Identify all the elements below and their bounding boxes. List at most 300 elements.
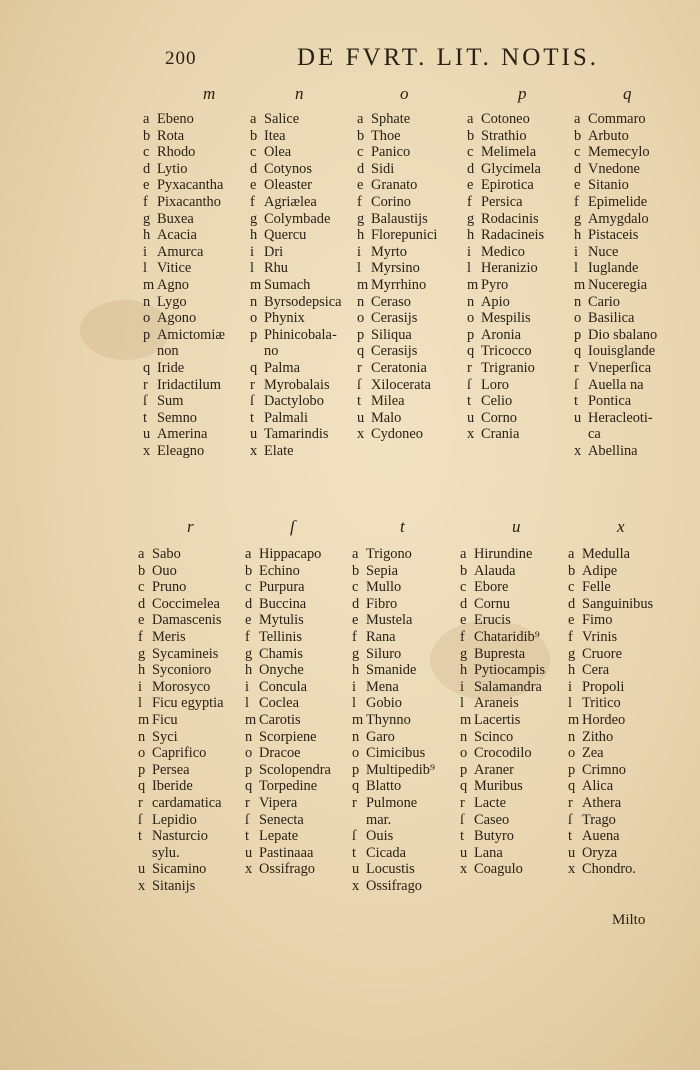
list-item bbox=[143, 211, 225, 228]
entry-key: d bbox=[245, 595, 253, 612]
list-item bbox=[357, 360, 437, 377]
list-item bbox=[574, 111, 657, 128]
entry-word: Sitanio bbox=[588, 177, 629, 194]
entry-word: Cera bbox=[582, 662, 610, 679]
list-item bbox=[568, 662, 653, 679]
list-item bbox=[250, 128, 342, 145]
entry-word: Dio sbalano bbox=[588, 326, 658, 343]
entry-key: ſ bbox=[138, 811, 142, 828]
list-item bbox=[352, 745, 435, 762]
column-header: m bbox=[203, 84, 216, 103]
list-item bbox=[574, 277, 657, 294]
list-item bbox=[352, 612, 435, 629]
entry-key: u bbox=[357, 409, 365, 426]
entry-key: g bbox=[467, 210, 475, 227]
entry-word: Ebeno bbox=[157, 111, 194, 127]
entry-word: Phynix bbox=[264, 310, 305, 327]
column-header: r bbox=[187, 517, 194, 536]
list-item bbox=[250, 177, 342, 194]
entry-key: f bbox=[574, 193, 579, 210]
list-item bbox=[574, 377, 657, 394]
entry-word: Caprifico bbox=[152, 745, 207, 762]
entry-word: Hippacapo bbox=[259, 546, 322, 562]
entry-key: g bbox=[250, 210, 258, 227]
list-item bbox=[460, 812, 545, 829]
entry-word: Milea bbox=[371, 393, 405, 410]
entry-word: Iridactilum bbox=[157, 376, 221, 393]
entry-word: Colymbade bbox=[264, 210, 331, 227]
entry-word: Heranizio bbox=[481, 260, 538, 277]
entry-key: n bbox=[574, 293, 582, 310]
entry-key: a bbox=[352, 546, 359, 562]
entry-key: q bbox=[357, 343, 365, 360]
entry-key: b bbox=[352, 562, 360, 579]
list-item bbox=[467, 227, 544, 244]
list-item bbox=[574, 128, 657, 145]
list-item bbox=[250, 277, 342, 294]
entry-word: Senecta bbox=[259, 811, 304, 828]
list-item bbox=[138, 729, 224, 746]
list-item bbox=[352, 546, 435, 563]
entry-word: Fibro bbox=[366, 595, 398, 612]
entry-key: h bbox=[245, 662, 253, 679]
entry-key: e bbox=[352, 612, 359, 629]
list-item bbox=[245, 546, 331, 563]
entry-key: u bbox=[138, 861, 146, 878]
list-item bbox=[143, 327, 225, 344]
entry-key: b bbox=[143, 127, 151, 144]
entry-word: Erucis bbox=[474, 612, 511, 629]
list-item bbox=[467, 327, 544, 344]
entry-key: d bbox=[460, 595, 468, 612]
entry-key: n bbox=[352, 728, 360, 745]
entry-key: b bbox=[250, 127, 258, 144]
entry-word: Damascenis bbox=[152, 612, 222, 629]
entry-word: Itea bbox=[264, 127, 286, 144]
entry-word: Florepunici bbox=[371, 227, 438, 244]
list-item bbox=[357, 111, 437, 128]
entry-word: Oleaster bbox=[264, 177, 312, 194]
list-item bbox=[467, 343, 544, 360]
entry-key: o bbox=[352, 745, 360, 762]
entry-key: e bbox=[245, 612, 252, 629]
list-item bbox=[138, 712, 224, 729]
list-item bbox=[467, 377, 544, 394]
entry-word: Acacia bbox=[157, 227, 197, 244]
entry-word: Sitanijs bbox=[152, 877, 196, 894]
entry-word: Sycamineis bbox=[152, 645, 219, 662]
entry-word: Mespilis bbox=[481, 310, 531, 327]
list-item bbox=[568, 729, 653, 746]
catchword: Milto bbox=[612, 912, 646, 928]
entry-word: Lepidio bbox=[152, 811, 197, 828]
entry-word: Nuce bbox=[588, 243, 619, 260]
list-item bbox=[245, 563, 331, 580]
list-item bbox=[138, 629, 224, 646]
list-item bbox=[250, 443, 342, 460]
list-item bbox=[138, 845, 224, 862]
entry-word: Gobio bbox=[366, 695, 402, 712]
entry-word: Medulla bbox=[582, 546, 630, 562]
list-item bbox=[250, 194, 342, 211]
entry-word: Ebore bbox=[474, 579, 509, 596]
list-item bbox=[460, 845, 545, 862]
list-item bbox=[568, 546, 653, 563]
letter-column bbox=[574, 111, 657, 459]
entry-key: i bbox=[467, 243, 471, 260]
entry-key: u bbox=[143, 426, 151, 443]
list-item bbox=[138, 812, 224, 829]
entry-word: Trago bbox=[582, 811, 616, 828]
list-item bbox=[467, 211, 544, 228]
entry-word: Tritico bbox=[582, 695, 621, 712]
entry-word: Persica bbox=[481, 193, 523, 210]
entry-key: q bbox=[467, 343, 475, 360]
entry-word: Pulmone bbox=[366, 794, 418, 811]
entry-key: t bbox=[138, 828, 142, 845]
entry-word: Granato bbox=[371, 177, 418, 194]
entry-word: Araner bbox=[474, 761, 514, 778]
entry-word: Vrinis bbox=[582, 628, 618, 645]
entry-word: Cerasijs bbox=[371, 310, 418, 327]
entry-key: d bbox=[357, 160, 365, 177]
entry-key: c bbox=[574, 144, 581, 161]
entry-word: sylu. bbox=[152, 844, 180, 861]
entry-key: h bbox=[357, 227, 365, 244]
entry-word: Phinicobala- bbox=[264, 326, 337, 343]
entry-key: t bbox=[250, 409, 254, 426]
entry-word: Onyche bbox=[259, 662, 304, 679]
list-item bbox=[352, 812, 435, 829]
entry-word: Zitho bbox=[582, 728, 614, 745]
entry-word: Araneis bbox=[474, 695, 519, 712]
list-item bbox=[250, 111, 342, 128]
entry-word: Vitice bbox=[157, 260, 192, 277]
entry-key: r bbox=[143, 376, 148, 393]
entry-word: Strathio bbox=[481, 127, 527, 144]
entry-key: q bbox=[574, 343, 582, 360]
entry-key: p bbox=[568, 761, 576, 778]
entry-key: a bbox=[460, 546, 467, 562]
entry-word: Agno bbox=[157, 276, 189, 293]
entry-key: n bbox=[357, 293, 365, 310]
entry-key: e bbox=[467, 177, 474, 194]
letter-column bbox=[352, 546, 435, 894]
entry-word: Pyro bbox=[481, 276, 509, 293]
entry-key: i bbox=[245, 678, 249, 695]
letter-column bbox=[143, 111, 225, 459]
list-item bbox=[245, 778, 331, 795]
entry-key: i bbox=[143, 243, 147, 260]
entry-key: d bbox=[138, 595, 146, 612]
entry-key: a bbox=[467, 111, 474, 127]
list-item bbox=[352, 679, 435, 696]
list-item bbox=[138, 596, 224, 613]
list-item bbox=[250, 410, 342, 427]
entry-word: Agono bbox=[157, 310, 197, 327]
entry-word: Celio bbox=[481, 393, 513, 410]
entry-key: i bbox=[357, 243, 361, 260]
list-item bbox=[568, 861, 653, 878]
entry-word: Alauda bbox=[474, 562, 516, 579]
list-item bbox=[245, 762, 331, 779]
list-item bbox=[143, 360, 225, 377]
entry-key: x bbox=[574, 442, 582, 459]
entry-key: q bbox=[138, 778, 146, 795]
list-item bbox=[568, 596, 653, 613]
running-title: DE FVRT. LIT. NOTIS. bbox=[297, 44, 599, 71]
entry-key: n bbox=[143, 293, 151, 310]
entry-key: a bbox=[138, 546, 145, 562]
entry-key: l bbox=[143, 260, 147, 277]
list-item bbox=[352, 629, 435, 646]
entry-word: Tellinis bbox=[259, 628, 302, 645]
entry-key: ſ bbox=[467, 376, 471, 393]
entry-word: Multipedib⁹ bbox=[366, 761, 435, 778]
list-item bbox=[460, 662, 545, 679]
list-item bbox=[574, 310, 657, 327]
entry-word: Sepia bbox=[366, 562, 398, 579]
list-item bbox=[352, 729, 435, 746]
entry-word: Rhodo bbox=[157, 144, 196, 161]
entry-word: Memecylo bbox=[588, 144, 650, 161]
entry-key: c bbox=[352, 579, 359, 596]
entry-word: Chondro. bbox=[582, 861, 636, 878]
entry-key: ſ bbox=[352, 828, 356, 845]
list-item bbox=[245, 861, 331, 878]
entry-word: Semno bbox=[157, 409, 197, 426]
entry-word: Pistaceis bbox=[588, 227, 639, 244]
list-item bbox=[143, 227, 225, 244]
entry-key: o bbox=[143, 310, 151, 327]
list-item bbox=[138, 795, 224, 812]
entry-word: Morosyco bbox=[152, 678, 211, 695]
entry-key: p bbox=[250, 326, 258, 343]
entry-key: n bbox=[138, 728, 146, 745]
entry-word: Amictomiæ bbox=[157, 326, 225, 343]
entry-word: Lacertis bbox=[474, 711, 521, 728]
entry-word: Radacineis bbox=[481, 227, 545, 244]
entry-key: h bbox=[460, 662, 468, 679]
entry-word: Myrobalais bbox=[264, 376, 330, 393]
entry-word: Ouo bbox=[152, 562, 177, 579]
list-item bbox=[138, 745, 224, 762]
entry-key: b bbox=[568, 562, 576, 579]
list-item bbox=[138, 828, 224, 845]
entry-key: t bbox=[460, 828, 464, 845]
entry-key: m bbox=[250, 276, 262, 293]
entry-word: Fimo bbox=[582, 612, 613, 629]
entry-key: e bbox=[138, 612, 145, 629]
list-item bbox=[143, 393, 225, 410]
list-item bbox=[138, 878, 224, 895]
list-item bbox=[460, 546, 545, 563]
list-item bbox=[568, 646, 653, 663]
list-item bbox=[357, 294, 437, 311]
entry-key: c bbox=[460, 579, 467, 596]
entry-word: Aronia bbox=[481, 326, 521, 343]
list-item bbox=[460, 828, 545, 845]
entry-word: Pontica bbox=[588, 393, 632, 410]
entry-word: Pyxacantha bbox=[157, 177, 224, 194]
entry-word: Coccimelea bbox=[152, 595, 220, 612]
entry-word: Locustis bbox=[366, 861, 415, 878]
list-item bbox=[352, 828, 435, 845]
entry-key: g bbox=[460, 645, 468, 662]
entry-word: Cimicibus bbox=[366, 745, 426, 762]
list-item bbox=[245, 845, 331, 862]
list-item bbox=[138, 695, 224, 712]
entry-word: Meris bbox=[152, 628, 186, 645]
entry-key: o bbox=[568, 745, 576, 762]
list-item bbox=[143, 144, 225, 161]
list-item bbox=[357, 393, 437, 410]
entry-key: t bbox=[568, 828, 572, 845]
list-item bbox=[352, 596, 435, 613]
entry-word: Tricocco bbox=[481, 343, 532, 360]
list-item bbox=[143, 377, 225, 394]
list-item bbox=[467, 426, 544, 443]
list-item bbox=[568, 612, 653, 629]
entry-key: c bbox=[245, 579, 252, 596]
entry-key: h bbox=[467, 227, 475, 244]
entry-word: Iuglande bbox=[588, 260, 639, 277]
entry-key: b bbox=[138, 562, 146, 579]
entry-key: a bbox=[250, 111, 257, 127]
entry-key: p bbox=[467, 326, 475, 343]
list-item bbox=[574, 144, 657, 161]
list-item bbox=[460, 646, 545, 663]
list-item bbox=[250, 310, 342, 327]
list-item bbox=[460, 563, 545, 580]
entry-word: Epimelide bbox=[588, 193, 648, 210]
column-header: ſ bbox=[290, 517, 295, 536]
entry-key: q bbox=[460, 778, 468, 795]
entry-word: Siluro bbox=[366, 645, 402, 662]
entry-word: Concula bbox=[259, 678, 307, 695]
entry-key: i bbox=[568, 678, 572, 695]
list-item bbox=[250, 144, 342, 161]
list-item bbox=[357, 310, 437, 327]
list-item bbox=[250, 426, 342, 443]
entry-key: l bbox=[352, 695, 356, 712]
entry-key: o bbox=[574, 310, 582, 327]
letter-column bbox=[250, 111, 342, 459]
list-item bbox=[460, 679, 545, 696]
entry-word: Trigono bbox=[366, 546, 412, 562]
entry-word: Lacte bbox=[474, 794, 506, 811]
list-item bbox=[245, 679, 331, 696]
entry-key: e bbox=[357, 177, 364, 194]
list-item bbox=[352, 778, 435, 795]
entry-word: Mustela bbox=[366, 612, 413, 629]
entry-word: Rhu bbox=[264, 260, 288, 277]
list-item bbox=[138, 662, 224, 679]
list-item bbox=[574, 211, 657, 228]
entry-word: Lytio bbox=[157, 160, 188, 177]
list-item bbox=[357, 211, 437, 228]
entry-key: x bbox=[143, 442, 151, 459]
list-item bbox=[250, 377, 342, 394]
entry-word: Thynno bbox=[366, 711, 411, 728]
entry-key: i bbox=[352, 678, 356, 695]
list-item bbox=[250, 393, 342, 410]
list-item bbox=[143, 343, 225, 360]
entry-word: Carotis bbox=[259, 711, 301, 728]
list-item bbox=[138, 546, 224, 563]
entry-word: Vneperſica bbox=[588, 359, 652, 376]
entry-word: Buccina bbox=[259, 595, 307, 612]
entry-word: Lepate bbox=[259, 828, 299, 845]
entry-word: Pytiocampis bbox=[474, 662, 546, 679]
entry-word: Hirundine bbox=[474, 546, 533, 562]
entry-key: f bbox=[245, 628, 250, 645]
list-item bbox=[352, 762, 435, 779]
entry-word: Melimela bbox=[481, 144, 537, 161]
entry-key: r bbox=[357, 359, 362, 376]
entry-key: u bbox=[460, 844, 468, 861]
entry-key: ſ bbox=[357, 376, 361, 393]
entry-key: x bbox=[357, 426, 365, 443]
entry-word: Pixacantho bbox=[157, 193, 221, 210]
entry-key: e bbox=[143, 177, 150, 194]
entry-word: Oryza bbox=[582, 844, 618, 861]
column-header: p bbox=[518, 84, 527, 103]
list-item bbox=[467, 360, 544, 377]
entry-key: q bbox=[250, 359, 258, 376]
list-item bbox=[574, 410, 657, 427]
list-item bbox=[568, 695, 653, 712]
column-header: n bbox=[295, 84, 304, 103]
list-item bbox=[460, 762, 545, 779]
entry-key: n bbox=[467, 293, 475, 310]
entry-key: o bbox=[250, 310, 258, 327]
list-item bbox=[357, 194, 437, 211]
entry-word: Palma bbox=[264, 359, 300, 376]
entry-word: Corno bbox=[481, 409, 517, 426]
entry-key: p bbox=[357, 326, 365, 343]
list-item bbox=[250, 244, 342, 261]
entry-word: Cotoneo bbox=[481, 111, 530, 127]
entry-key: o bbox=[460, 745, 468, 762]
entry-word: Arbuto bbox=[588, 127, 629, 144]
entry-key: h bbox=[143, 227, 151, 244]
entry-word: Elate bbox=[264, 442, 294, 459]
entry-key: r bbox=[138, 794, 143, 811]
entry-word: Coclea bbox=[259, 695, 299, 712]
list-item bbox=[250, 227, 342, 244]
list-item bbox=[568, 778, 653, 795]
list-item bbox=[467, 393, 544, 410]
list-item bbox=[143, 260, 225, 277]
entry-key: q bbox=[568, 778, 576, 795]
list-item bbox=[352, 845, 435, 862]
entry-word: ca bbox=[588, 426, 601, 443]
entry-key: l bbox=[245, 695, 249, 712]
entry-word: Dactylobo bbox=[264, 393, 324, 410]
entry-key: m bbox=[352, 711, 364, 728]
entry-key: u bbox=[574, 409, 582, 426]
list-item bbox=[467, 161, 544, 178]
list-item bbox=[574, 360, 657, 377]
entry-key: m bbox=[143, 276, 155, 293]
entry-word: Medico bbox=[481, 243, 525, 260]
list-item bbox=[460, 579, 545, 596]
entry-word: Propoli bbox=[582, 678, 625, 695]
entry-key: m bbox=[357, 276, 369, 293]
entry-key: f bbox=[568, 628, 573, 645]
entry-key: i bbox=[250, 243, 254, 260]
